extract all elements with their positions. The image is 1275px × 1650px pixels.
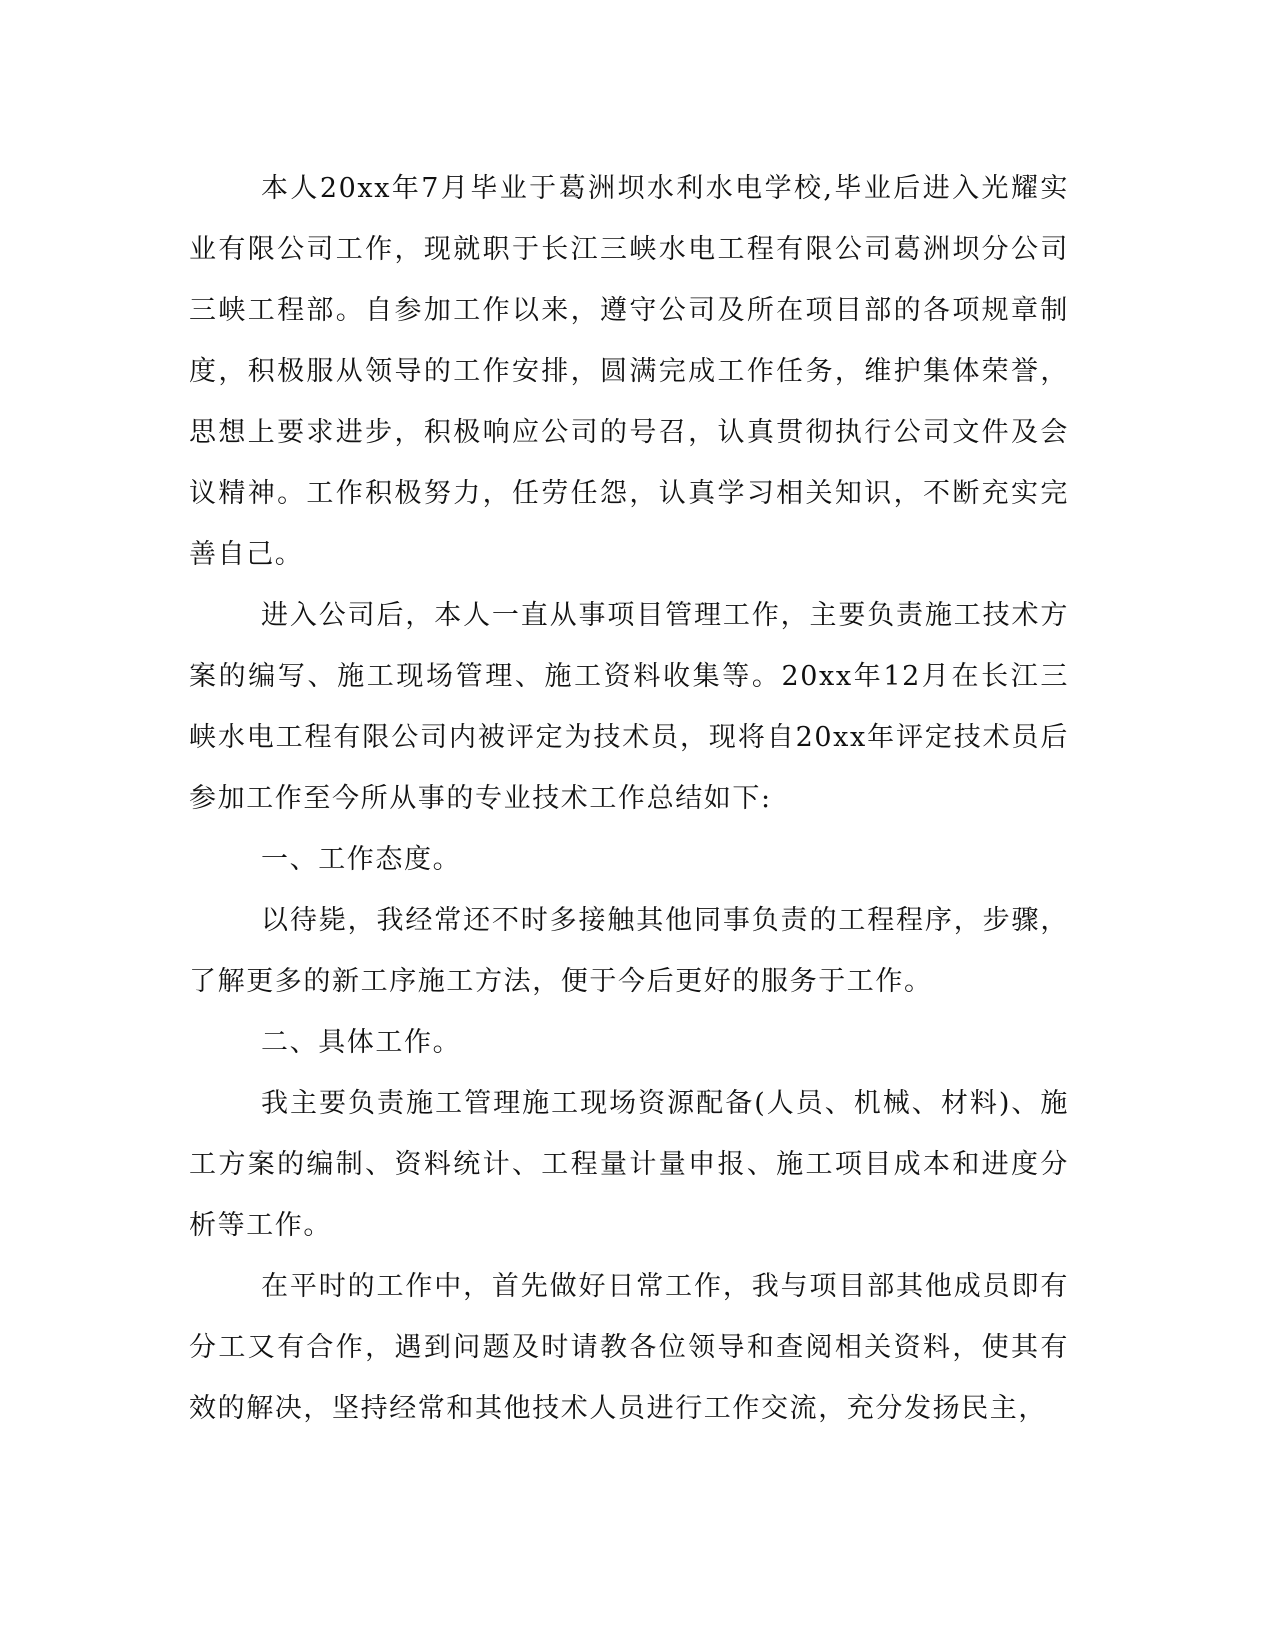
paragraph-intro: 本人20xx年7月毕业于葛洲坝水利水电学校,毕业后进入光耀实业有限公司工作，现就职于长江三峡水电工程有限公司葛洲坝分公司三峡工程部。自参加工作以来，遵守公司及所在项目部的各项规章制度，积极服从领导的工作安排，圆满完成工作任务，维护集体荣誉，思想上要求进步，积极响应公司的号召，认真贯彻执行公司文件及会议精神。工作积极努力，任劳任怨，认真学习相关知识，不断充实完善自己。 [189,173,1069,570]
section-heading-specific-work: 二、具体工作。 [261,1027,462,1058]
document-body [189,158,1069,1439]
section-heading-work-attitude: 一、工作态度。 [261,844,462,875]
paragraph-responsibilities: 我主要负责施工管理施工现场资源配备(人员、机械、材料)、施工方案的编制、资料统计、工程量计量申报、施工项目成本和进度分析等工作。 [189,1088,1069,1241]
paragraph-daily-work: 在平时的工作中，首先做好日常工作，我与项目部其他成员即有分工又有合作，遇到问题及时请教各位领导和查阅相关资料，使其有效的解决，坚持经常和其他技术人员进行工作交流，充分发扬民主， [189,1271,1069,1424]
paragraph-work-attitude: 以待毙，我经常还不时多接触其他同事负责的工程程序，步骤，了解更多的新工序施工方法，便于今后更好的服务于工作。 [189,905,1069,997]
paragraph-project-management: 进入公司后，本人一直从事项目管理工作，主要负责施工技术方案的编写、施工现场管理、施工资料收集等。20xx年12月在长江三峡水电工程有限公司内被评定为技术员，现将自20xx年评定技术员后参加工作至今所从事的专业技术工作总结如下: [189,600,1069,814]
